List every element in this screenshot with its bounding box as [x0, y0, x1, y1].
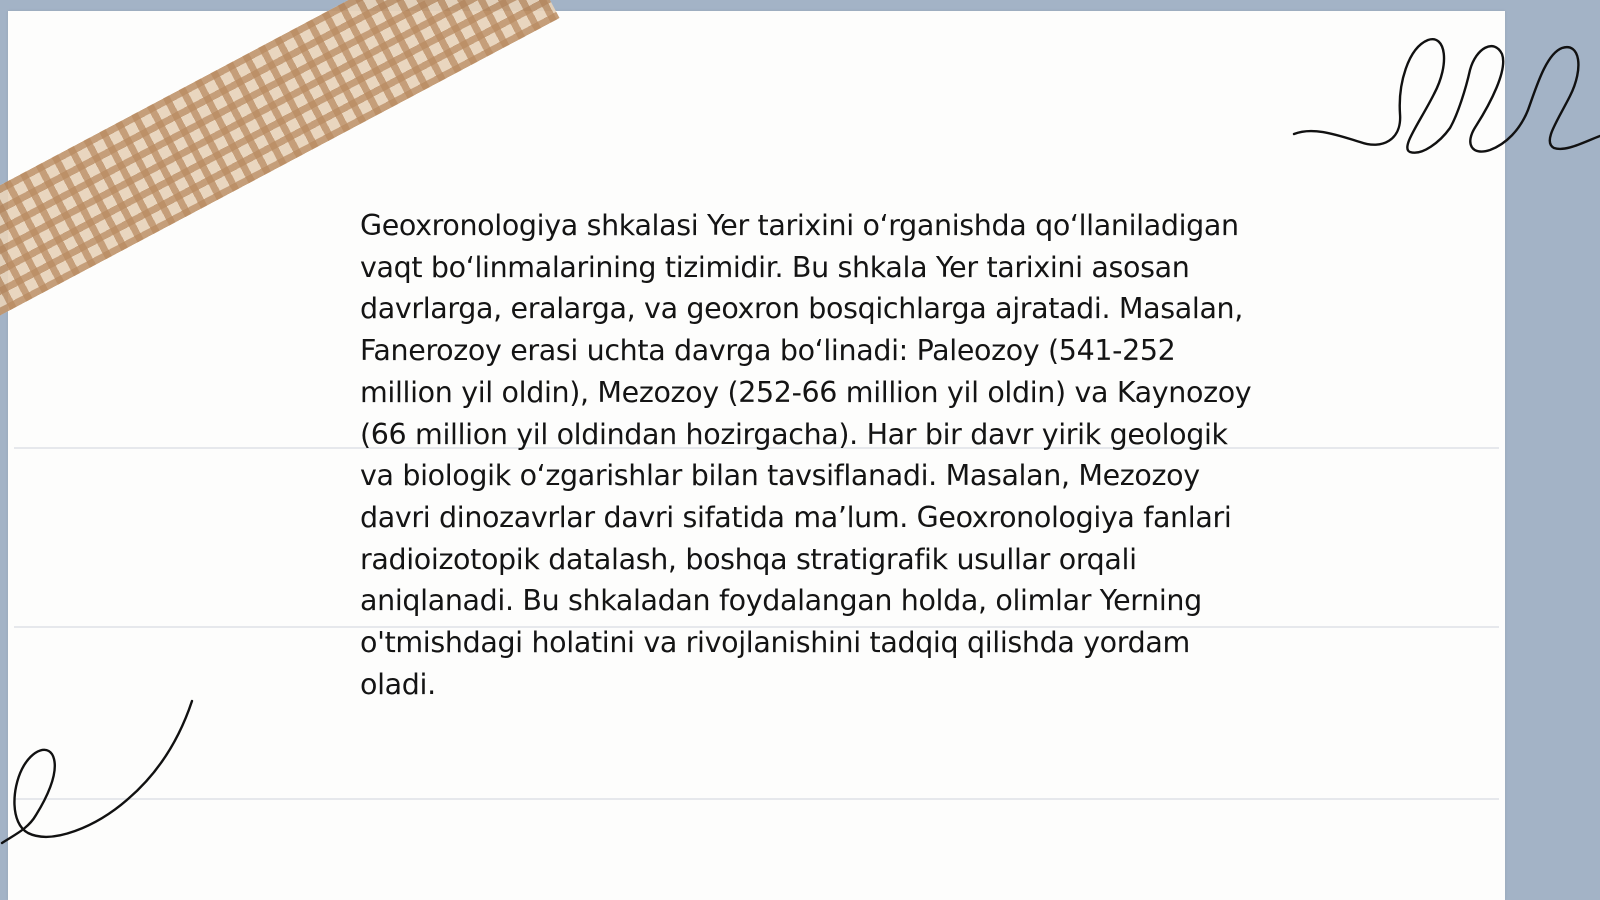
body-paragraph: Geoxronologiya shkalasi Yer tarixini o‘rganishda qo‘llaniladigan vaqt bo‘linmalarining tizimidir. Bu shkala Yer tarixini asosan davrlarga, eralarga, va geoxron bosqichlarga ajratadi. Masalan, Fanerozoy erasi uchta davrga bo‘linadi: Paleozoy (541-252 million yil oldin), Mezozoy (252-66 million yil oldin) va Kaynozoy (66 million yil oldindan hozirgacha). Har bir davr yirik geologik va biologik o‘zgarishlar bilan tavsiflanadi. Masalan, Mezozoy davri dinozavrlar davri sifatida ma’lum. Geoxronologiya fanlari radioizotopik datalash, boshqa stratigrafik usullar orqali aniqlanadi. Bu shkaladan foydalangan holda, olimlar Yerning o'tmishdagi holatini va rivojlanishini tadqiq qilishda yordam oladi.	[360, 209, 1252, 701]
paper-rule-line	[14, 798, 1499, 800]
loop-scribble-icon	[1290, 30, 1600, 170]
loop-check-scribble-icon	[0, 695, 200, 850]
